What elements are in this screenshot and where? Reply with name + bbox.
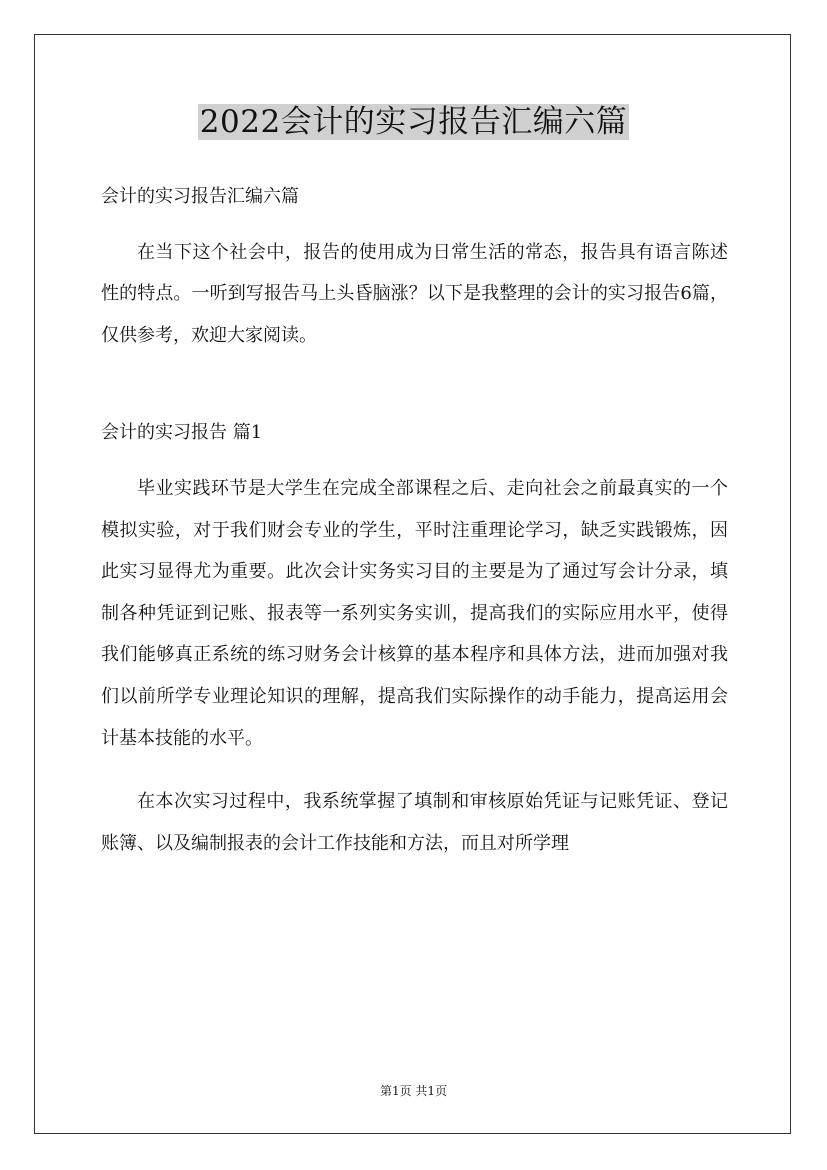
document-title (0, 100, 827, 144)
document-title-text: 2022会计的实习报告汇编六篇 (199, 104, 628, 140)
page-number: 第1页 共1页 (379, 1084, 448, 1098)
body-paragraph: 毕业实践环节是大学生在完成全部课程之后、走向社会之前最真实的一个模拟实验，对于我们财会专业的学生，平时注重理论学习，缺乏实践锻炼，因此实习显得尤为重要。此次会计实务实习目的主要是为了通过写会计分录，填制各种凭证到记账、报表等一系列实务实训，提高我们的实际应用水平，使得我们能够真正系统的练习财务会计核算的基本程序和具体方法，进而加强对我们以前所学专业理论知识的理解，提高我们实际操作的动手能力，提高运用会计基本技能的水平。 (101, 477, 728, 749)
document-subtitle: 会计的实习报告汇编六篇 (101, 186, 299, 207)
document-body (101, 176, 728, 864)
body-paragraph: 在本次实习过程中，我系统掌握了填制和审核原始凭证与记账凭证、登记账簿、以及编制报表的会计工作技能和方法，而且对所学理 (101, 791, 728, 854)
intro-paragraph: 在当下这个社会中，报告的使用成为日常生活的常态，报告具有语言陈述性的特点。一听到写报告马上头昏脑涨？以下是我整理的会计的实习报告6篇，仅供参考，欢迎大家阅读。 (101, 241, 728, 346)
section-heading: 会计的实习报告 篇1 (101, 422, 263, 444)
